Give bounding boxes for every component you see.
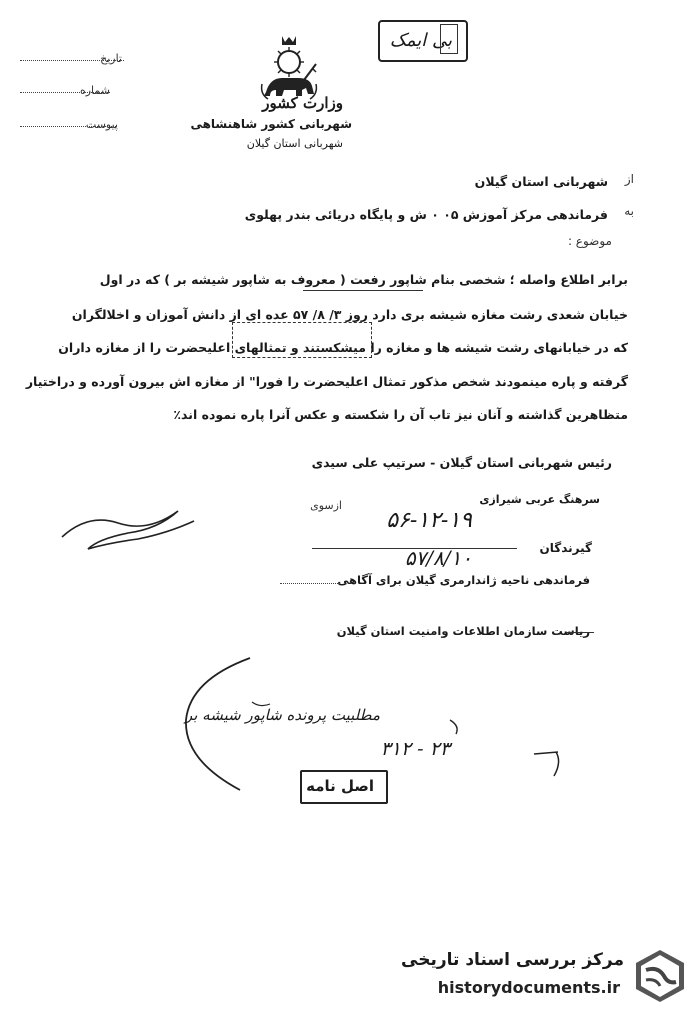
recipients-label: گیرندگان xyxy=(539,541,592,555)
from-side-label: ازسوی xyxy=(310,499,342,512)
marked-phrase-box xyxy=(232,322,372,358)
officer-signature-icon xyxy=(58,503,198,553)
original-letter-stamp-text: اصل نامه xyxy=(306,777,374,795)
number-line xyxy=(20,92,110,93)
to-label: به xyxy=(624,204,634,218)
handwritten-number: ۳۱۲ - ۲۳ xyxy=(380,738,450,760)
original-letter-stamp xyxy=(300,770,388,804)
margin-mark-icon xyxy=(530,740,564,780)
cc-line-1: فرماندهی ناحیه ژاندارمری گیلان برای آگاهی xyxy=(337,573,590,587)
body-line-2: خیابان شعدی رشت مغازه شیشه بری دارد روز ۳/ ۸/ ۵۷ عده ای از دانش آموزان و اخلالگران xyxy=(71,307,628,322)
date-line xyxy=(20,60,124,61)
body-line-4: گرفته و پاره مینمودند شخص مذکور تمثال اعلیحضرت را فورا" از مغازه اش بیرون آورده و دراختیار xyxy=(25,374,628,389)
attachment-line xyxy=(20,126,116,127)
archive-name: مرکز بررسی اسناد تاریخی xyxy=(401,950,624,970)
number-label: شماره xyxy=(79,84,110,97)
top-stamp-text: بی ایمک xyxy=(389,30,452,51)
body-line-1: برابر اطلاع واصله ؛ شخصی بنام شاپور رفعت ( معروف به شاپور شیشه بر ) که در اول xyxy=(99,272,628,287)
date-label: تاریخ xyxy=(100,52,122,65)
handwritten-date-2: ۵۷/۸/۱۰ xyxy=(404,546,472,570)
underline-name xyxy=(303,290,423,291)
police-country-title: شهربانی کشور شاهنشاهی xyxy=(190,117,352,131)
top-stamp-mark xyxy=(440,24,458,54)
body-line-3: که در خیابانهای رشت شیشه ها و مغازه را میشکستند و تمثالهای اعلیحضرت را از مغازه داران xyxy=(58,340,628,355)
from-value: شهربانی استان گیلان xyxy=(474,174,608,189)
cc-line-2: ریاست سازمان اطلاعات وامنیت استان گیلان xyxy=(336,624,590,638)
police-province-title: شهربانی استان گیلان xyxy=(246,137,343,150)
from-label: از xyxy=(624,172,634,186)
archive-website: historydocuments.ir xyxy=(437,978,620,997)
lion-and-sun-emblem-icon xyxy=(258,34,320,100)
body-line-5: متظاهرین گذاشته و آنان نیز تاب آن را شکسته و عکس آنرا پاره نموده اند٪ xyxy=(173,407,628,422)
chief-signature-line: رئیس شهربانی استان گیلان - سرتیپ علی سیدی xyxy=(311,455,612,470)
handwritten-date-1: ۵۶-۱۲-۱۹ xyxy=(386,508,472,533)
archive-logo-icon xyxy=(632,948,688,1004)
cc-line-2-lead xyxy=(566,632,594,633)
handwritten-note: مطلبیت پرونده شاپور شیشه بر xyxy=(184,706,380,724)
attachment-label: پیوست xyxy=(85,118,118,131)
officer-name: سرهنگ عربی شیرازی xyxy=(479,493,600,506)
subject-label: موضوع : xyxy=(567,234,612,248)
cc-line-1-dots xyxy=(280,583,340,584)
to-value: فرماندهی مرکز آموزش ۰۵ ۰ ش و پایگاه دریائی بندر پهلوی xyxy=(244,207,608,222)
ministry-title: وزارت کشور xyxy=(262,94,343,112)
